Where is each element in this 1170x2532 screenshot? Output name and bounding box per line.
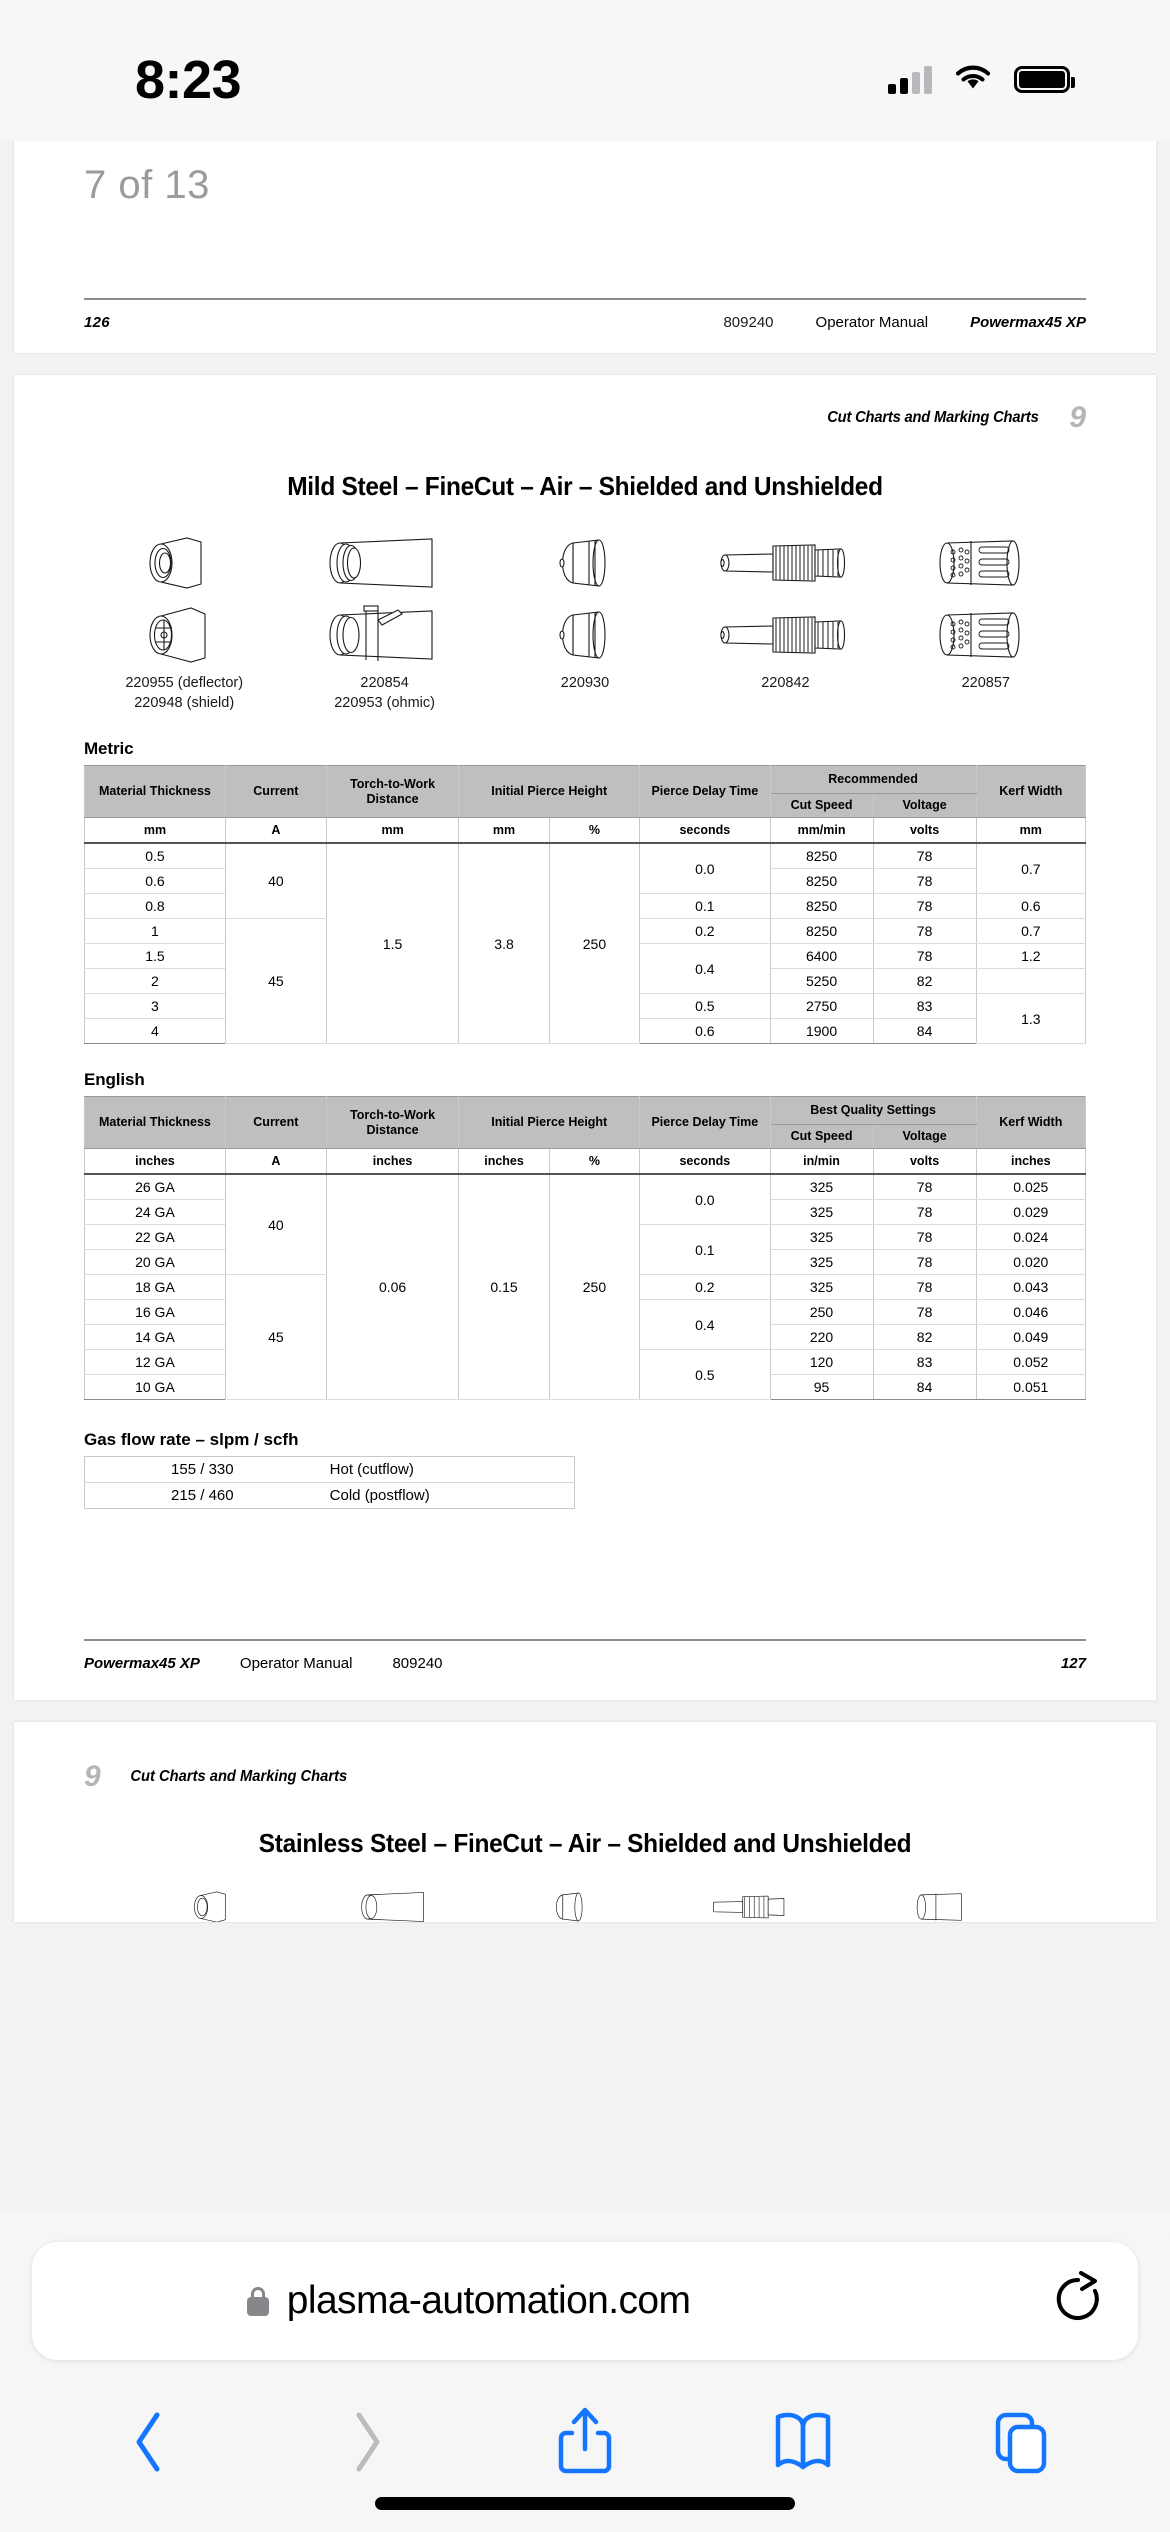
cell-kerf-width: 0.020: [976, 1250, 1085, 1275]
cell-pierce-height-mm: 3.8: [459, 843, 549, 1044]
cell-thickness: 2: [85, 969, 226, 994]
table-row: [85, 843, 1086, 869]
cell-cut-speed: 325: [770, 1200, 873, 1225]
book-icon: [768, 2407, 838, 2477]
cell-cut-speed: 250: [770, 1300, 873, 1325]
cell-pierce-delay: 0.2: [640, 1275, 770, 1300]
consumable-label: [685, 674, 885, 713]
unit-cell: %: [549, 1149, 639, 1175]
cell-pierce-delay: 0.0: [640, 1174, 770, 1225]
nozzle-drawing-icon: [530, 1887, 610, 1922]
cell-cut-speed: 2750: [770, 994, 873, 1019]
tabs-icon: [986, 2407, 1056, 2477]
address-bar-content[interactable]: [247, 2279, 691, 2323]
cell-kerf-width: 0.043: [976, 1275, 1085, 1300]
cell-cut-speed: 95: [770, 1375, 873, 1400]
cell-thickness: 18 GA: [85, 1275, 226, 1300]
cellular-signal-icon: [888, 66, 932, 94]
cell-pierce-delay: 0.4: [640, 1300, 770, 1350]
cell-current: 45: [225, 1275, 326, 1400]
consumable-label-line1: 220842: [761, 675, 810, 691]
cell-pierce-height-pct: 250: [549, 843, 639, 1044]
document-page-previous: [14, 141, 1156, 353]
deflector-drawing-icon: [170, 1887, 260, 1922]
chapter-header: [84, 401, 1086, 435]
cell-voltage: 78: [873, 944, 976, 969]
cell-pierce-height-in: 0.15: [459, 1174, 549, 1400]
battery-icon: [1014, 66, 1070, 93]
cell-kerf-width: [976, 969, 1085, 994]
share-button[interactable]: [539, 2402, 631, 2482]
cell-thickness: 14 GA: [85, 1325, 226, 1350]
unit-cell: mm: [326, 818, 458, 844]
cut-chart-title: Mild Steel – FineCut – Air – Shielded and Unshielded: [287, 471, 883, 501]
unit-cell: inches: [976, 1149, 1085, 1175]
electrode-drawing-icon: [715, 530, 855, 596]
cell-voltage: 78: [873, 919, 976, 944]
cell-thickness: 12 GA: [85, 1350, 226, 1375]
nozzle-drawing-alt-icon: [545, 602, 625, 668]
gas-flow-row: [85, 1483, 575, 1509]
footer-doc-type: Operator Manual: [239, 1655, 353, 1673]
unit-cell: %: [549, 818, 639, 844]
th-kerf-width: Kerf Width: [976, 766, 1085, 818]
th-material-thickness: Material Thickness: [85, 766, 226, 818]
chapter-number: 9: [1069, 401, 1086, 434]
cell-current: 40: [225, 1174, 326, 1275]
cell-torch-to-work: 1.5: [326, 843, 458, 1044]
cell-voltage: 83: [873, 1350, 976, 1375]
status-bar-clock: 8:23: [135, 49, 242, 110]
cell-voltage: 83: [873, 994, 976, 1019]
cell-cut-speed: 325: [770, 1275, 873, 1300]
th-cut-speed: Cut Speed: [770, 794, 873, 818]
consumable-labels: [84, 674, 1086, 713]
th-best-quality-group: Best Quality Settings: [770, 1097, 976, 1125]
footer-doc-type: Operator Manual: [815, 314, 929, 331]
footer-product: Powermax45 XP: [84, 1655, 200, 1673]
english-table-caption: English: [84, 1070, 145, 1090]
cell-voltage: 78: [873, 1250, 976, 1275]
address-bar-url: plasma-automation.com: [286, 2279, 691, 2322]
browser-bottom-bar: [0, 2212, 1170, 2532]
cell-kerf-width: 1.2: [976, 944, 1085, 969]
th-current: Current: [225, 766, 326, 818]
cell-kerf-width: 0.024: [976, 1225, 1085, 1250]
lock-icon: [247, 2287, 269, 2316]
table-row: [85, 1174, 1086, 1200]
consumable-label-line1: 220854: [360, 675, 409, 691]
unit-cell: A: [225, 818, 326, 844]
gas-flow-row: [85, 1457, 575, 1483]
page-previous-footer: [84, 298, 1086, 331]
footer-product: Powermax45 XP: [970, 314, 1086, 331]
th-material-thickness: Material Thickness: [85, 1097, 226, 1149]
cell-thickness: 1: [85, 919, 226, 944]
cell-current: 40: [225, 843, 326, 919]
cell-thickness: 0.5: [85, 843, 226, 869]
swirl-ring-drawing-icon: [890, 1887, 1000, 1922]
cell-kerf-width: 0.049: [976, 1325, 1085, 1350]
unit-cell: inches: [85, 1149, 226, 1175]
cell-pierce-delay: 0.1: [640, 894, 770, 919]
cut-chart-title-next: Stainless Steel – FineCut – Air – Shielded and Unshielded: [258, 1828, 912, 1859]
th-torch-to-work: Torch-to-Work Distance: [326, 766, 458, 818]
cell-cut-speed: 8250: [770, 843, 873, 869]
cell-torch-to-work: 0.06: [326, 1174, 458, 1400]
th-current: Current: [225, 1097, 326, 1149]
shield-drawing-icon: [139, 602, 229, 668]
cell-kerf-width: 0.7: [976, 919, 1085, 944]
consumable-nozzle: [485, 530, 685, 668]
th-recommended-group: Recommended: [770, 766, 976, 794]
chapter-title: Cut Charts and Marking Charts: [826, 409, 1039, 426]
swirl-ring-drawing-alt-icon: [931, 602, 1041, 668]
cell-voltage: 78: [873, 843, 976, 869]
chapter-number: 9: [84, 1760, 101, 1794]
cell-voltage: 84: [873, 1019, 976, 1044]
th-voltage: Voltage: [873, 1125, 976, 1149]
cell-kerf-width: 0.051: [976, 1375, 1085, 1400]
cell-cut-speed: 325: [770, 1250, 873, 1275]
footer-page-number: 127: [1060, 1655, 1086, 1673]
cell-pierce-delay: 0.5: [640, 1350, 770, 1400]
unit-cell: A: [225, 1149, 326, 1175]
footer-rule: [84, 298, 1086, 300]
th-initial-pierce-height: Initial Pierce Height: [459, 766, 640, 818]
electrode-drawing-icon: [680, 1887, 820, 1922]
cell-thickness: 10 GA: [85, 1375, 226, 1400]
consumable-electrode: [685, 530, 885, 668]
footer-doc-number: 809240: [723, 314, 774, 331]
ohmic-cap-drawing-icon: [320, 602, 450, 668]
cell-thickness: 24 GA: [85, 1200, 226, 1225]
cell-kerf-width: 1.3: [976, 994, 1085, 1044]
cell-voltage: 78: [873, 1200, 976, 1225]
tabs-button[interactable]: [975, 2402, 1067, 2482]
unit-cell: in/min: [770, 1149, 873, 1175]
swirl-ring-drawing-icon: [931, 530, 1041, 596]
document-page-next: [14, 1722, 1156, 1922]
cell-thickness: 26 GA: [85, 1174, 226, 1200]
cell-voltage: 78: [873, 869, 976, 894]
cell-pierce-delay: 0.5: [640, 994, 770, 1019]
status-bar: [0, 0, 1170, 141]
cell-pierce-delay: 0.2: [640, 919, 770, 944]
gas-flow-label: Cold (postflow): [329, 1487, 430, 1505]
consumable-swirl-ring: [886, 530, 1086, 668]
cell-cut-speed: 8250: [770, 894, 873, 919]
consumable-label: [284, 674, 484, 713]
metric-cut-chart-table: [84, 765, 1086, 1044]
cell-cut-speed: 220: [770, 1325, 873, 1350]
cell-voltage: 78: [873, 894, 976, 919]
cell-pierce-delay: 0.0: [640, 843, 770, 894]
consumable-retaining-cap: [284, 530, 484, 668]
cell-cut-speed: 5250: [770, 969, 873, 994]
nozzle-drawing-icon: [545, 530, 625, 596]
consumable-label-line2: 220948 (shield): [134, 694, 235, 711]
english-cut-chart-table: [84, 1096, 1086, 1400]
forward-button[interactable]: [321, 2402, 413, 2482]
page-footer: [84, 1639, 1086, 1672]
page-counter: 7 of 13: [84, 163, 210, 207]
footer-doc-number: 809240: [392, 1655, 443, 1673]
consumable-label-line1: 220955 (deflector): [125, 675, 244, 691]
cell-thickness: 22 GA: [85, 1225, 226, 1250]
back-chevron-icon: [129, 2409, 169, 2475]
consumable-label-line1: 220930: [560, 675, 610, 691]
deflector-drawing-icon: [139, 530, 229, 596]
reload-icon[interactable]: [1052, 2271, 1104, 2332]
cell-cut-speed: 8250: [770, 869, 873, 894]
consumable-label: [485, 674, 685, 713]
cell-thickness: 1.5: [85, 944, 226, 969]
consumable-deflector-shield: [84, 530, 284, 668]
english-units-row: [85, 1149, 1086, 1175]
consumable-label-line2: 220953 (ohmic): [334, 694, 435, 711]
cell-thickness: 0.8: [85, 894, 226, 919]
cell-voltage: 82: [873, 969, 976, 994]
unit-cell: inches: [326, 1149, 458, 1175]
cell-pierce-delay: 0.1: [640, 1225, 770, 1275]
chapter-title: Cut Charts and Marking Charts: [130, 1768, 347, 1786]
gas-flow-value: 215 / 460: [171, 1487, 234, 1505]
th-pierce-delay-time: Pierce Delay Time: [640, 766, 770, 818]
unit-cell: mm: [976, 818, 1085, 844]
cell-voltage: 84: [873, 1375, 976, 1400]
cell-thickness: 4: [85, 1019, 226, 1044]
gas-flow-label: Hot (cutflow): [320, 1457, 575, 1483]
metric-units-row: [85, 818, 1086, 844]
share-icon: [554, 2405, 616, 2479]
th-kerf-width: Kerf Width: [976, 1097, 1085, 1149]
browser-toolbar: [0, 2397, 1170, 2487]
th-pierce-delay-time: Pierce Delay Time: [640, 1097, 770, 1149]
th-cut-speed: Cut Speed: [770, 1125, 873, 1149]
cell-voltage: 78: [873, 1300, 976, 1325]
cell-kerf-width: 0.7: [976, 843, 1085, 894]
cell-thickness: 16 GA: [85, 1300, 226, 1325]
unit-cell: mm: [85, 818, 226, 844]
cell-kerf-width: 0.029: [976, 1200, 1085, 1225]
bookmarks-button[interactable]: [757, 2402, 849, 2482]
cell-thickness: 3: [85, 994, 226, 1019]
consumable-label-line1: 220857: [961, 675, 1010, 691]
cell-cut-speed: 120: [770, 1350, 873, 1375]
cell-voltage: 82: [873, 1325, 976, 1350]
forward-chevron-icon: [347, 2409, 387, 2475]
cell-kerf-width: 0.025: [976, 1174, 1085, 1200]
th-voltage: Voltage: [873, 794, 976, 818]
cell-cut-speed: 325: [770, 1174, 873, 1200]
cell-voltage: 78: [873, 1174, 976, 1200]
cell-pierce-height-pct: 250: [549, 1174, 639, 1400]
consumable-label: [84, 674, 284, 713]
gas-flow-title: Gas flow rate – slpm / scfh: [84, 1430, 299, 1450]
cell-cut-speed: 8250: [770, 919, 873, 944]
unit-cell: inches: [459, 1149, 549, 1175]
wifi-icon: [954, 63, 992, 96]
cell-kerf-width: 0.052: [976, 1350, 1085, 1375]
th-torch-to-work: Torch-to-Work Distance: [326, 1097, 458, 1149]
status-bar-icons: [888, 63, 1070, 96]
cell-pierce-delay: 0.4: [640, 944, 770, 994]
unit-cell: mm: [459, 818, 549, 844]
address-bar[interactable]: [32, 2242, 1138, 2360]
unit-cell: volts: [873, 818, 976, 844]
unit-cell: volts: [873, 1149, 976, 1175]
footer-page-number: 126: [84, 314, 110, 331]
cell-cut-speed: 6400: [770, 944, 873, 969]
cell-thickness: 20 GA: [85, 1250, 226, 1275]
th-initial-pierce-height: Initial Pierce Height: [459, 1097, 640, 1149]
cell-voltage: 78: [873, 1275, 976, 1300]
unit-cell: mm/min: [770, 818, 873, 844]
unit-cell: seconds: [640, 818, 770, 844]
cell-current: 45: [225, 919, 326, 1044]
cell-kerf-width: 0.6: [976, 894, 1085, 919]
consumable-label: [886, 674, 1086, 713]
retaining-cap-drawing-icon: [330, 1887, 460, 1922]
cell-pierce-delay: 0.6: [640, 1019, 770, 1044]
cell-thickness: 0.6: [85, 869, 226, 894]
document-scroll-area[interactable]: [0, 141, 1170, 2251]
cell-voltage: 78: [873, 1225, 976, 1250]
home-indicator[interactable]: [375, 2497, 795, 2510]
footer-rule: [84, 1639, 1086, 1641]
chapter-header-next: [84, 1760, 1086, 1794]
gas-flow-value: 155 / 330: [85, 1457, 320, 1483]
cell-cut-speed: 325: [770, 1225, 873, 1250]
consumable-diagrams: [84, 530, 1086, 668]
back-button[interactable]: [103, 2402, 195, 2482]
electrode-drawing-alt-icon: [715, 602, 855, 668]
cell-cut-speed: 1900: [770, 1019, 873, 1044]
gas-flow-table: [84, 1456, 575, 1509]
unit-cell: seconds: [640, 1149, 770, 1175]
cell-kerf-width: 0.046: [976, 1300, 1085, 1325]
retaining-cap-drawing-icon: [320, 530, 450, 596]
document-page-current: [14, 375, 1156, 1700]
consumable-diagrams-next: [84, 1887, 1086, 1922]
metric-table-caption: Metric: [84, 739, 134, 759]
